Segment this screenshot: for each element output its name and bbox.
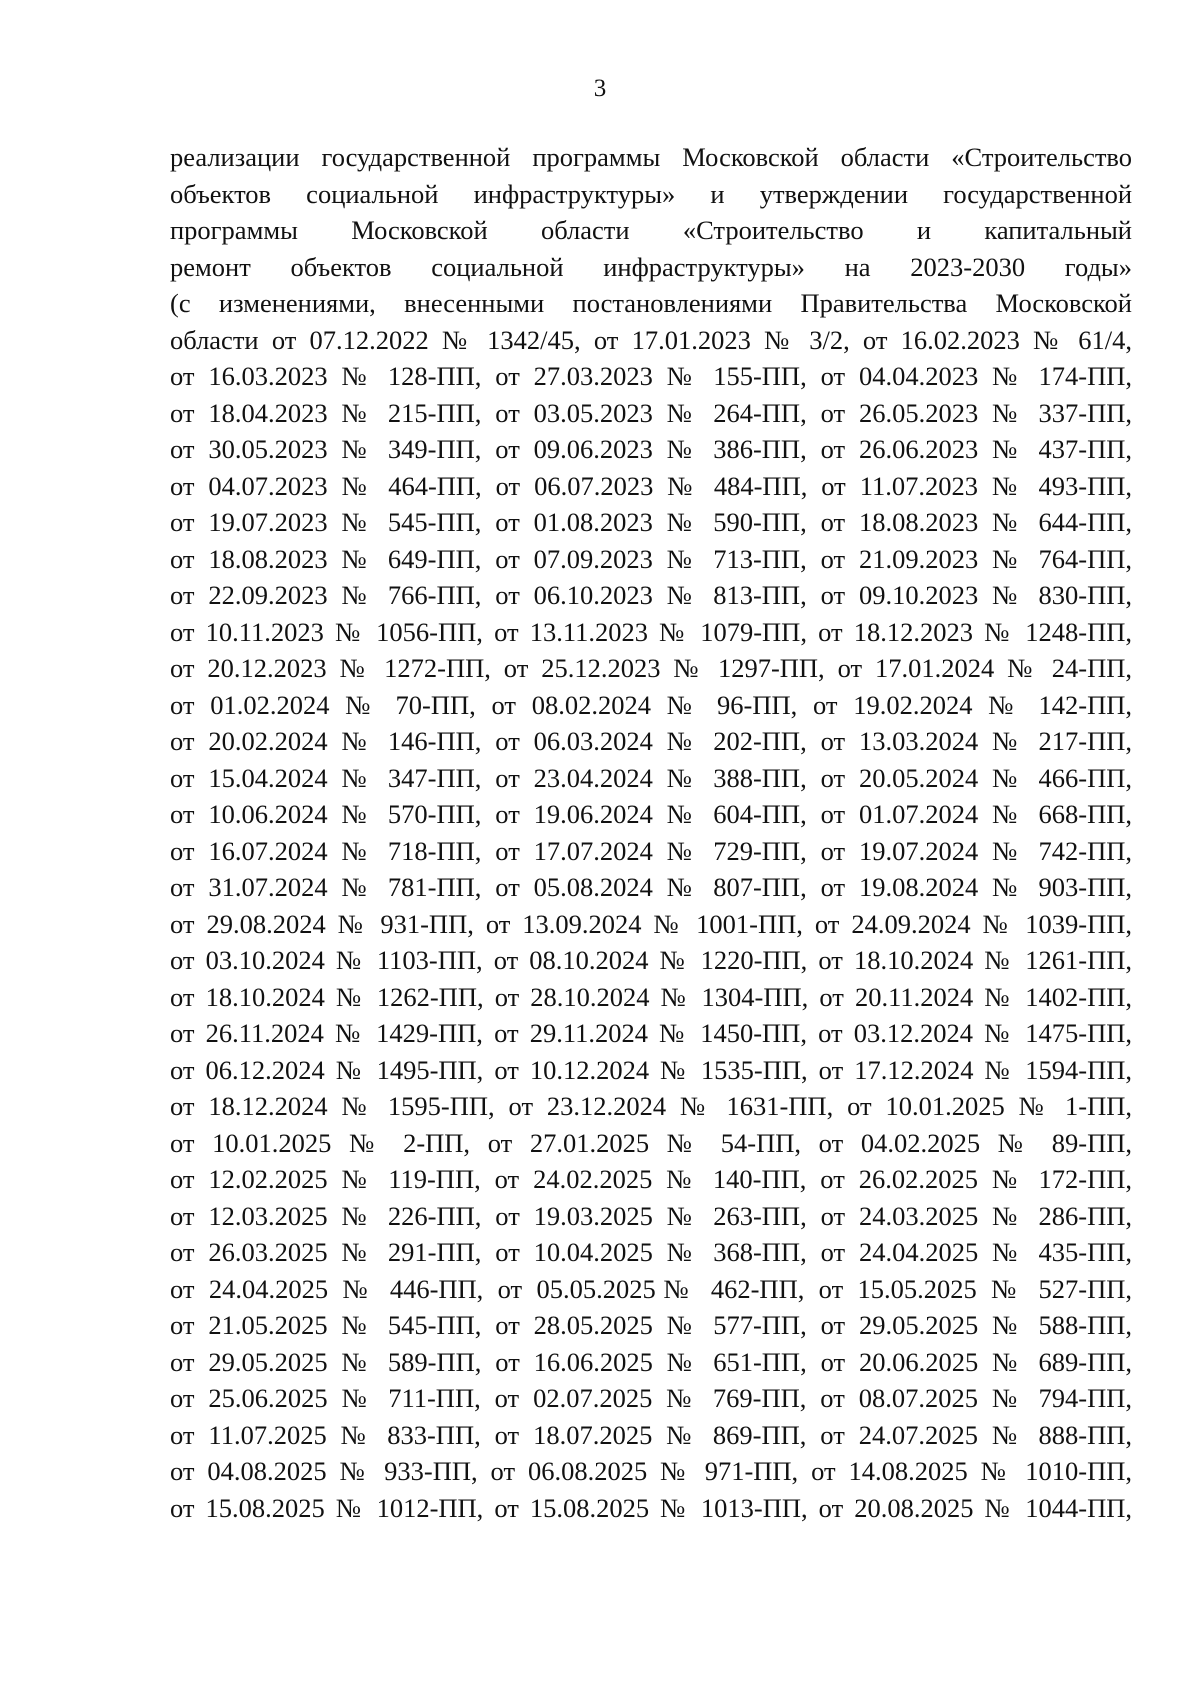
text-line: от 12.03.2025 № 226-ПП, от 19.03.2025 № 263-ПП, от 24.03.2025 № 286-ПП, bbox=[170, 1200, 1132, 1231]
text-line: объектов социальной инфраструктуры» и утверждении государственной bbox=[170, 178, 1132, 209]
text-line: от 26.11.2024 № 1429-ПП, от 29.11.2024 № 1450-ПП, от 03.12.2024 № 1475-ПП, bbox=[170, 1018, 1132, 1048]
text-line: от 04.07.2023 № 464-ПП, от 06.07.2023 № 484-ПП, от 11.07.2023 № 493-ПП, bbox=[170, 470, 1132, 501]
text-line: от 25.06.2025 № 711-ПП, от 02.07.2025 № 769-ПП, от 08.07.2025 № 794-ПП, bbox=[170, 1383, 1132, 1413]
text-line: от 31.07.2024 № 781-ПП, от 05.08.2024 № 807-ПП, от 19.08.2024 № 903-ПП, bbox=[170, 872, 1132, 902]
text-line: от 06.12.2024 № 1495-ПП, от 10.12.2024 № 1535-ПП, от 17.12.2024 № 1594-ПП, bbox=[170, 1054, 1132, 1085]
text-line: от 11.07.2025 № 833-ПП, от 18.07.2025 № 869-ПП, от 24.07.2025 № 888-ПП, bbox=[170, 1419, 1132, 1450]
text-line: от 10.01.2025 № 2-ПП, от 27.01.2025 № 54-ПП, от 04.02.2025 № 89-ПП, bbox=[170, 1127, 1132, 1158]
text-line: от 15.04.2024 № 347-ПП, от 23.04.2024 № 388-ПП, от 20.05.2024 № 466-ПП, bbox=[170, 762, 1132, 793]
text-line: от 12.02.2025 № 119-ПП, от 24.02.2025 № 140-ПП, от 26.02.2025 № 172-ПП, bbox=[170, 1164, 1132, 1194]
text-line: области от 07.12.2022 № 1342/45, от 17.01.2023 № 3/2, от 16.02.2023 № 61/4, bbox=[170, 324, 1132, 355]
text-line: от 16.07.2024 № 718-ПП, от 17.07.2024 № 729-ПП, от 19.07.2024 № 742-ПП, bbox=[170, 835, 1132, 866]
text-line: от 29.08.2024 № 931-ПП, от 13.09.2024 № 1001-ПП, от 24.09.2024 № 1039-ПП, bbox=[170, 908, 1132, 939]
text-line: от 24.04.2025 № 446-ПП, от 05.05.2025№ 462-ПП, от 15.05.2025 № 527-ПП, bbox=[170, 1273, 1132, 1304]
text-line: от 10.06.2024 № 570-ПП, от 19.06.2024 № 604-ПП, от 01.07.2024 № 668-ПП, bbox=[170, 799, 1132, 829]
text-line: от 01.02.2024 № 70-ПП, от 08.02.2024 № 96-ПП, от 19.02.2024 № 142-ПП, bbox=[170, 689, 1132, 720]
text-line: программы Московской области «Строительство и капитальный bbox=[170, 215, 1132, 245]
text-line: от 10.11.2023 № 1056-ПП, от 13.11.2023 № 1079-ПП, от 18.12.2023 № 1248-ПП, bbox=[170, 616, 1132, 647]
text-line: от 20.02.2024 № 146-ПП, от 06.03.2024 № 202-ПП, от 13.03.2024 № 217-ПП, bbox=[170, 726, 1132, 756]
text-line: (с изменениями, внесенными постановлениями Правительства Московской bbox=[170, 288, 1132, 318]
text-line: ремонт объектов социальной инфраструктуры» на 2023-2030 годы» bbox=[170, 251, 1132, 282]
text-line: реализации государственной программы Московской области «Строительство bbox=[170, 142, 1132, 172]
text-line: от 21.05.2025 № 545-ПП, от 28.05.2025 № 577-ПП, от 29.05.2025 № 588-ПП, bbox=[170, 1310, 1132, 1340]
page-number: 3 bbox=[593, 75, 607, 102]
text-line: от 26.03.2025 № 291-ПП, от 10.04.2025 № 368-ПП, от 24.04.2025 № 435-ПП, bbox=[170, 1237, 1132, 1267]
text-line: от 22.09.2023 № 766-ПП, от 06.10.2023 № 813-ПП, от 09.10.2023 № 830-ПП, bbox=[170, 580, 1132, 610]
text-line: от 29.05.2025 № 589-ПП, от 16.06.2025 № 651-ПП, от 20.06.2025 № 689-ПП, bbox=[170, 1346, 1132, 1377]
text-line: от 18.08.2023 № 649-ПП, от 07.09.2023 № 713-ПП, от 21.09.2023 № 764-ПП, bbox=[170, 543, 1132, 574]
text-line: от 18.10.2024 № 1262-ПП, от 28.10.2024 № 1304-ПП, от 20.11.2024 № 1402-ПП, bbox=[170, 981, 1132, 1012]
text-line: от 03.10.2024 № 1103-ПП, от 08.10.2024 № 1220-ПП, от 18.10.2024 № 1261-ПП, bbox=[170, 945, 1132, 975]
text-line: от 20.12.2023 № 1272-ПП, от 25.12.2023 № 1297-ПП, от 17.01.2024 № 24-ПП, bbox=[170, 653, 1132, 683]
text-line: от 30.05.2023 № 349-ПП, от 09.06.2023 № 386-ПП, от 26.06.2023 № 437-ПП, bbox=[170, 434, 1132, 464]
text-line: от 19.07.2023 № 545-ПП, от 01.08.2023 № 590-ПП, от 18.08.2023 № 644-ПП, bbox=[170, 507, 1132, 537]
text-line: от 15.08.2025 № 1012-ПП, от 15.08.2025 № 1013-ПП, от 20.08.2025 № 1044-ПП, bbox=[170, 1492, 1132, 1523]
text-line: от 18.04.2023 № 215-ПП, от 03.05.2023 № 264-ПП, от 26.05.2023 № 337-ПП, bbox=[170, 397, 1132, 428]
text-line: от 16.03.2023 № 128-ПП, от 27.03.2023 № 155-ПП, от 04.04.2023 № 174-ПП, bbox=[170, 361, 1132, 391]
document-body bbox=[170, 139, 1132, 1526]
text-line: от 04.08.2025 № 933-ПП, от 06.08.2025 № 971-ПП, от 14.08.2025 № 1010-ПП, bbox=[170, 1456, 1132, 1486]
text-line: от 18.12.2024 № 1595-ПП, от 23.12.2024 № 1631-ПП, от 10.01.2025 № 1-ПП, bbox=[170, 1091, 1132, 1121]
